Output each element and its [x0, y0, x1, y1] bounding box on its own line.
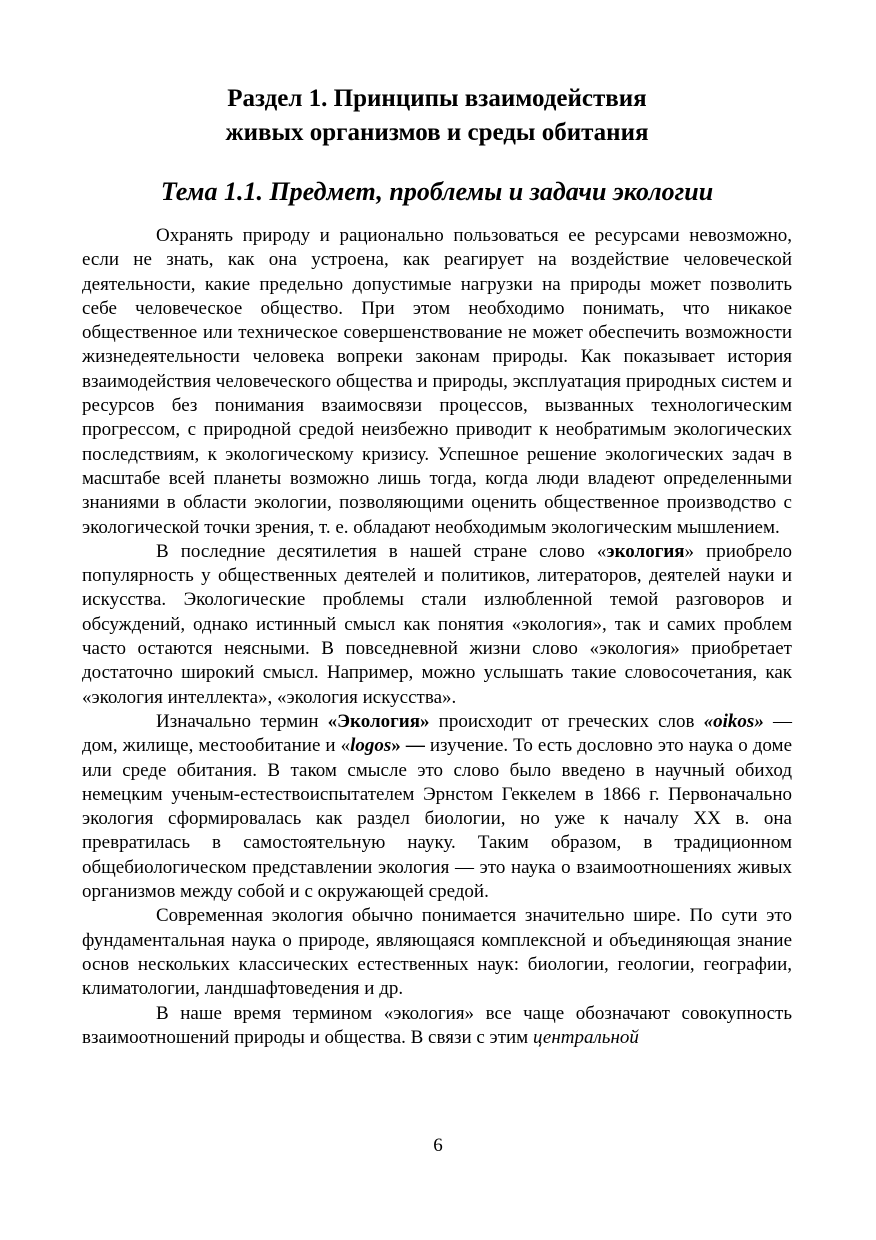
paragraph-3-text-c: происходит от греческих слов: [429, 710, 704, 732]
section-title-line-2: живых организмов и среды обитания: [225, 119, 649, 146]
paragraph-3-text-a: Изначально термин: [156, 710, 328, 732]
paragraph-3: [82, 710, 792, 904]
section-title-line-1: Раздел 1. Принципы взаимодействия: [227, 85, 647, 112]
paragraph-5-italic-word: центральной: [532, 1026, 639, 1048]
paragraph-5-text-a: В наше время термином «экология» все чаще обозначают совокупность взаимоотношений природы и общества. В связи с этим: [82, 1002, 792, 1048]
section-title: [82, 82, 792, 150]
paragraph-3-text-e: — дом, жилище, местообитание и «: [82, 710, 792, 757]
paragraph-3-term-logos: logos: [350, 735, 392, 757]
paragraph-5: [82, 1002, 792, 1051]
paragraph-2: [82, 540, 792, 710]
paragraph-3-text-h: изучение. То есть дословно это наука о доме или среде обитания. В таком смысле это слово было введено в научный обиход немецким ученым-естествоиспытателем Эрнстом Геккелем в 1866 г. Первоначально экология сформировалась как раздел биологии, но уже к началу XX в. она превратилась в самостоятельную науку. Таким образом, в традиционном общебиологическом представлении экология — это наука о взаимоотношениях живых организмов между собой и с окружающей средой.: [82, 735, 792, 903]
paragraph-1: Охранять природу и рационально пользоваться ее ресурсами невозможно, если не знать, как она устроена, как реагирует на воздействие человеческой деятельности, какие предельно допустимые нагрузки на природы может позволить себе человеческое общество. При этом необходимо понимать, что никакое общественное или техническое совершенствование не может обеспечить возможности жизнедеятельности человека вопреки законам природы. Как показывает история взаимодействия человеческого общества и природы, эксплуатация природных систем и ресурсов без понимания взаимосвязи процессов, вызванных технологическим прогрессом, с природной средой неизбежно приводит к необратимым экологических последствиям, к экологическому кризису. Успешное решение экологических задач в масштабе всей планеты возможно лишь тогда, когда люди владеют определенными знаниями в области экологии, позволяющими оценить общественное производство с экологической точки зрения, т. е. обладают необходимым экологическим мышлением.: [82, 225, 792, 538]
paragraph-2-text-a: В последние десятилетия в нашей стране слово «: [156, 540, 607, 562]
document-page: [82, 82, 792, 1050]
topic-title: Тема 1.1. Предмет, проблемы и задачи экологии: [160, 177, 714, 206]
paragraph-3-term-oikos: «oikos»: [703, 710, 764, 732]
page-number: 6: [433, 1135, 443, 1156]
paragraph-2-term-ecology: экология: [606, 540, 685, 562]
paragraph-3-term-ecology: «Экология»: [327, 710, 430, 732]
paragraph-3-text-g: » —: [391, 735, 430, 757]
paragraph-4: Современная экология обычно понимается значительно шире. По сути это фундаментальная наука о природе, являющаяся комплексной и объединяющая знание основ нескольких классических естественных наук: биологии, геологии, географии, климатологии, ландшафтоведения и др.: [82, 905, 792, 1000]
paragraph-2-text-c: » приобрело популярность у общественных деятелей и политиков, литераторов, деятелей науки и искусства. Экологические проблемы стали излюбленной темой разговоров и обсуждений, однако истинный смысл как понятия «экология», так и самих проблем часто остаются неясными. В повседневной жизни слово «экология» приобретает достаточно широкий смысл. Например, можно услышать такие словосочетания, как «экология интеллекта», «экология искусства».: [82, 540, 792, 708]
